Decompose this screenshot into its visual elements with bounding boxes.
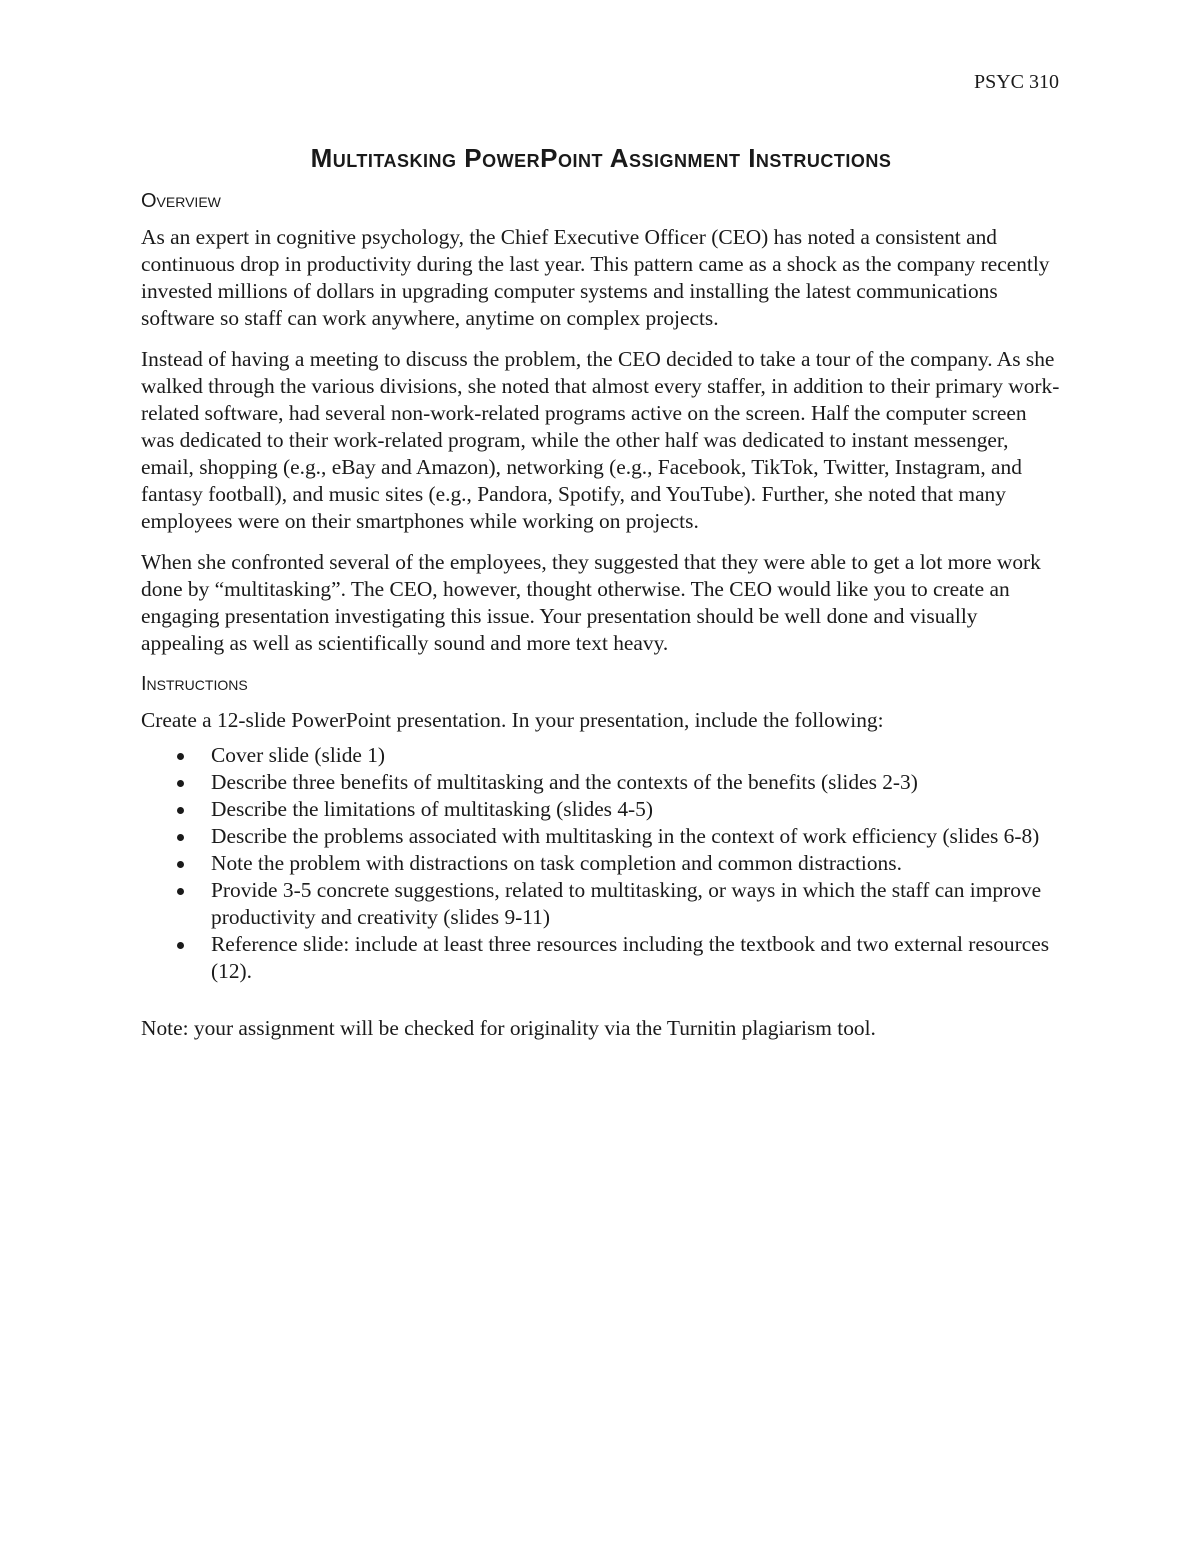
overview-paragraph-1: As an expert in cognitive psychology, the Chief Executive Officer (CEO) has noted a consistent and continuous drop in productivity during the last year. This pattern came as a shock as the company recently invested millions of dollars in upgrading computer systems and installing the latest communications software so staff can work anywhere, anytime on complex projects. <box>141 225 1050 330</box>
list-item <box>177 850 1061 877</box>
overview-paragraph-3: When she confronted several of the employees, they suggested that they were able to get a lot more work done by “multitasking”. The CEO, however, thought otherwise. The CEO would like you to create an engaging presentation investigating this issue. Your presentation should be well done and visually appealing as well as scientifically sound and more text heavy. <box>141 550 1041 655</box>
list-item-text: Describe three benefits of multitasking and the contexts of the benefits (slides 2-3) <box>211 770 918 794</box>
instructions-intro: Create a 12-slide PowerPoint presentation. In your presentation, include the following: <box>141 708 884 732</box>
list-item-text: Reference slide: include at least three resources including the textbook and two external resources (12). <box>211 932 1050 983</box>
list-item <box>177 877 1061 931</box>
bullet-icon <box>177 807 184 814</box>
bullet-icon <box>177 861 184 868</box>
overview-paragraph-2: Instead of having a meeting to discuss the problem, the CEO decided to take a tour of the company. As she walked through the various divisions, she noted that almost every staffer, in addition to their primary work-related software, had several non-work-related programs active on the screen. Half the computer screen was dedicated to their work-related program, while the other half was dedicated to instant messenger, email, shopping (e.g., eBay and Amazon), networking (e.g., Facebook, TikTok, Twitter, Instagram, and fantasy football), and music sites (e.g., Pandora, Spotify, and YouTube). Further, she noted that many employees were on their smartphones while working on projects. <box>141 347 1060 533</box>
list-item-text: Describe the problems associated with multitasking in the context of work efficiency (slides 6-8) <box>211 824 1040 848</box>
document-body <box>141 142 1061 1056</box>
list-item <box>177 796 1061 823</box>
bullet-icon <box>177 942 184 949</box>
list-item <box>177 742 1061 769</box>
originality-note: Note: your assignment will be checked for originality via the Turnitin plagiarism tool. <box>141 1016 876 1040</box>
list-item-text: Note the problem with distractions on task completion and common distractions. <box>211 851 902 875</box>
instructions-heading: Instructions <box>141 673 248 695</box>
list-item <box>177 931 1061 985</box>
bullet-icon <box>177 753 184 760</box>
instructions-list <box>141 742 1061 985</box>
course-code-header: PSYC 310 <box>973 71 1059 93</box>
overview-heading: Overview <box>141 190 221 212</box>
bullet-icon <box>177 780 184 787</box>
list-item-text: Describe the limitations of multitasking (slides 4-5) <box>211 797 653 821</box>
list-item-text: Provide 3-5 concrete suggestions, related to multitasking, or ways in which the staff can improve productivity and creativity (slides 9-11) <box>211 878 1042 929</box>
list-item <box>177 823 1061 850</box>
document-title: Multitasking PowerPoint Assignment Instructions <box>310 143 892 173</box>
bullet-icon <box>177 834 184 841</box>
list-item-text: Cover slide (slide 1) <box>211 743 386 767</box>
list-item <box>177 769 1061 796</box>
bullet-icon <box>177 888 184 895</box>
